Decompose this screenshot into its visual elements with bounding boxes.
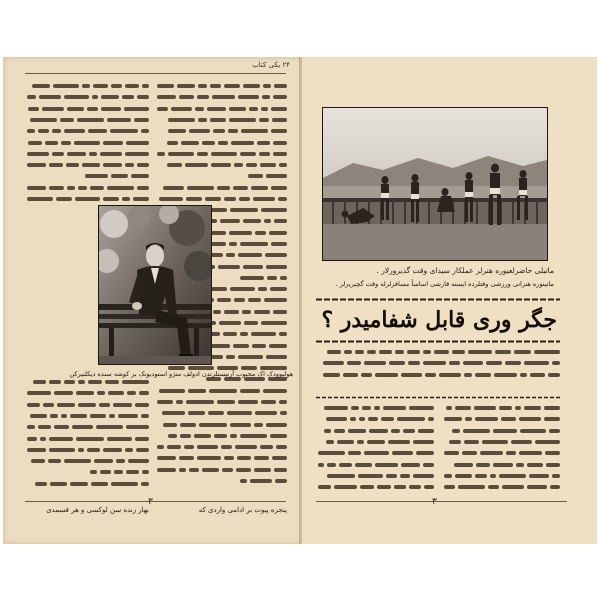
text-line [155, 386, 287, 396]
text-line [25, 456, 149, 466]
text-line [25, 422, 149, 432]
text-line [442, 459, 560, 469]
left-running-head: ۲۴ یکی کتاب [252, 61, 290, 69]
text-line [442, 426, 560, 436]
text-line [316, 358, 560, 368]
text-line [25, 433, 149, 443]
text-line [25, 467, 149, 477]
text-line [25, 411, 149, 421]
text-line [155, 419, 287, 429]
left-folio: ۳ [148, 497, 153, 507]
text-line [155, 149, 287, 159]
text-line [155, 81, 287, 91]
text-line [25, 445, 149, 455]
text-line [25, 126, 149, 136]
text-line [25, 149, 149, 159]
text-line [316, 370, 560, 380]
right-column-right [442, 403, 560, 499]
right-footer-rule [316, 501, 567, 502]
text-line [155, 442, 287, 452]
text-line [316, 426, 434, 436]
text-line [316, 471, 434, 481]
text-line [442, 437, 560, 447]
article-title: جگر وری قابل شفامیدر ؟ [321, 307, 557, 333]
left-page [3, 57, 300, 544]
text-line [442, 482, 560, 492]
text-line [25, 92, 149, 102]
actor-on-bench-image [99, 206, 211, 364]
text-line [442, 471, 560, 481]
text-line [155, 126, 287, 136]
ornamental-rule-top [316, 297, 560, 302]
text-line [316, 459, 434, 469]
text-line [25, 160, 149, 170]
text-line [155, 115, 287, 125]
beach-photo-caption-1: ماتیلی حاضرلعیوره هنرلر عملکار سیدای وقت گذیرورلار . [376, 266, 554, 275]
text-line [155, 183, 287, 193]
left-footer-right: پنجره پیوت بر ادامی واردی که [198, 506, 287, 514]
right-folio: ۳ [432, 497, 437, 507]
text-line [25, 81, 149, 91]
text-line [155, 171, 287, 181]
text-line [155, 160, 287, 170]
text-line [442, 414, 560, 424]
text-line [155, 408, 287, 418]
text-line [25, 194, 149, 204]
text-line [316, 437, 434, 447]
left-column-left-bottom [25, 377, 149, 499]
beach-exercise-photo [322, 107, 548, 261]
text-line [316, 448, 434, 458]
right-column-left [316, 403, 434, 499]
text-line [25, 171, 149, 181]
text-line [442, 448, 560, 458]
left-header-rule [25, 73, 286, 74]
text-line [25, 388, 149, 398]
article-intro [316, 347, 560, 391]
left-footer-rule [25, 501, 286, 502]
beach-photo-caption-2: ماتینوره هنرانی ورزشی وقتلرده ایسته قارشی اساساً مسافرلرله وقت گچیریرلر . [335, 280, 554, 288]
text-line [316, 482, 434, 492]
beach-exercise-image [323, 108, 547, 260]
ornamental-rule-bottom [316, 395, 560, 400]
text-line [25, 183, 149, 193]
left-footer-left: بهار زنده سن لوکسی و هر قسمدی [46, 506, 149, 514]
text-line [155, 465, 287, 475]
ornamental-rule-mid [316, 339, 560, 344]
text-line [25, 115, 149, 125]
text-line [316, 347, 560, 357]
left-column-left-top [25, 81, 149, 206]
text-line [155, 104, 287, 114]
text-line [316, 414, 434, 424]
text-line [155, 397, 287, 407]
text-line [155, 194, 287, 204]
text-line [25, 137, 149, 147]
text-line [155, 453, 287, 463]
text-line [316, 403, 434, 413]
actor-photo-caption: هولیوودک اک محبوب آرتیستلرندن ادولف منژو استودیونک بر کوشه سنده ديکلنيرکن [69, 370, 293, 378]
text-line [442, 403, 560, 413]
text-line [25, 104, 149, 114]
magazine-scan [3, 57, 597, 544]
text-line [155, 431, 287, 441]
text-line [155, 476, 287, 486]
text-line [155, 92, 287, 102]
actor-on-bench-photo [98, 205, 212, 365]
text-line [25, 400, 149, 410]
text-line [155, 137, 287, 147]
right-page [302, 57, 597, 544]
text-line [25, 479, 149, 489]
